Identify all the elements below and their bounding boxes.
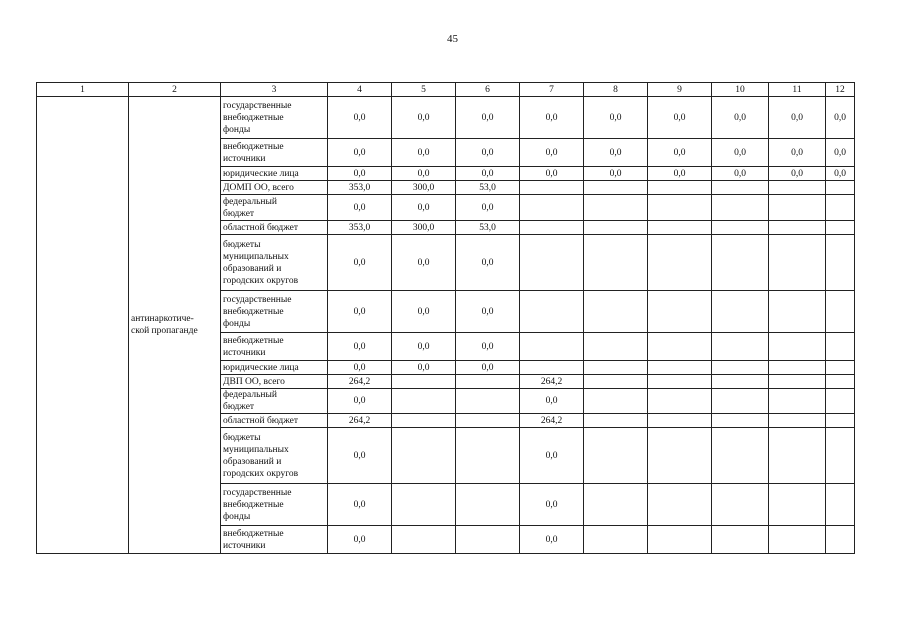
value-cell-col-5: 300,0: [392, 221, 456, 235]
value-cell-col-5: 0,0: [392, 361, 456, 375]
value-cell-col-8: [584, 361, 648, 375]
value-cell-col-11: [769, 389, 826, 414]
value-cell-col-11: [769, 333, 826, 361]
value-cell-col-10: [712, 414, 769, 428]
value-cell-col-4: 0,0: [328, 428, 392, 484]
value-cell-col-9: [648, 428, 712, 484]
funding-source-label: государственные внебюджетные фонды: [221, 291, 328, 333]
value-cell-col-5: 0,0: [392, 97, 456, 139]
funding-source-label: государственные внебюджетные фонды: [221, 97, 328, 139]
value-cell-col-8: [584, 333, 648, 361]
value-cell-col-10: [712, 428, 769, 484]
funding-source-label: ДВП ОО, всего: [221, 375, 328, 389]
value-cell-col-7: 0,0: [520, 97, 584, 139]
value-cell-col-4: 0,0: [328, 97, 392, 139]
value-cell-col-4: 353,0: [328, 181, 392, 195]
value-cell-col-7: 0,0: [520, 167, 584, 181]
funding-source-label: внебюджетные источники: [221, 333, 328, 361]
value-cell-col-12: 0,0: [826, 167, 855, 181]
column-header-3: 3: [221, 83, 328, 97]
funding-source-label: ДОМП ОО, всего: [221, 181, 328, 195]
value-cell-col-5: [392, 375, 456, 389]
value-cell-col-8: [584, 389, 648, 414]
value-cell-col-11: 0,0: [769, 139, 826, 167]
value-cell-col-9: 0,0: [648, 167, 712, 181]
value-cell-col-7: 0,0: [520, 526, 584, 554]
value-cell-col-4: 0,0: [328, 484, 392, 526]
budget-table: [36, 82, 855, 554]
column-header-2: 2: [129, 83, 221, 97]
value-cell-col-6: 0,0: [456, 167, 520, 181]
value-cell-col-7: [520, 333, 584, 361]
value-cell-col-8: [584, 526, 648, 554]
column-header-12: 12: [826, 83, 855, 97]
value-cell-col-9: [648, 484, 712, 526]
value-cell-col-12: [826, 181, 855, 195]
row-number-cell: [37, 97, 129, 554]
funding-source-label: внебюджетные источники: [221, 526, 328, 554]
value-cell-col-12: [826, 414, 855, 428]
value-cell-col-4: 0,0: [328, 139, 392, 167]
value-cell-col-11: [769, 375, 826, 389]
value-cell-col-7: [520, 221, 584, 235]
value-cell-col-11: [769, 221, 826, 235]
value-cell-col-8: [584, 375, 648, 389]
value-cell-col-4: 0,0: [328, 291, 392, 333]
column-header-10: 10: [712, 83, 769, 97]
value-cell-col-7: 0,0: [520, 389, 584, 414]
value-cell-col-7: 0,0: [520, 428, 584, 484]
column-header-5: 5: [392, 83, 456, 97]
value-cell-col-12: [826, 361, 855, 375]
funding-source-label: федеральный бюджет: [221, 195, 328, 221]
value-cell-col-10: [712, 361, 769, 375]
funding-source-label: областной бюджет: [221, 414, 328, 428]
value-cell-col-7: [520, 181, 584, 195]
value-cell-col-6: [456, 414, 520, 428]
value-cell-col-9: 0,0: [648, 97, 712, 139]
value-cell-col-9: [648, 526, 712, 554]
value-cell-col-12: [826, 195, 855, 221]
value-cell-col-10: [712, 195, 769, 221]
value-cell-col-10: [712, 389, 769, 414]
value-cell-col-7: [520, 235, 584, 291]
value-cell-col-10: [712, 291, 769, 333]
value-cell-col-11: [769, 195, 826, 221]
value-cell-col-10: 0,0: [712, 139, 769, 167]
value-cell-col-7: [520, 291, 584, 333]
value-cell-col-7: 0,0: [520, 484, 584, 526]
value-cell-col-6: 0,0: [456, 97, 520, 139]
value-cell-col-5: 0,0: [392, 333, 456, 361]
value-cell-col-6: 0,0: [456, 333, 520, 361]
value-cell-col-11: [769, 235, 826, 291]
value-cell-col-6: [456, 484, 520, 526]
column-header-8: 8: [584, 83, 648, 97]
value-cell-col-10: [712, 221, 769, 235]
value-cell-col-10: [712, 484, 769, 526]
column-header-6: 6: [456, 83, 520, 97]
value-cell-col-9: 0,0: [648, 139, 712, 167]
value-cell-col-11: 0,0: [769, 97, 826, 139]
value-cell-col-4: 0,0: [328, 389, 392, 414]
value-cell-col-6: 53,0: [456, 181, 520, 195]
value-cell-col-12: [826, 484, 855, 526]
value-cell-col-11: [769, 414, 826, 428]
value-cell-col-7: 0,0: [520, 139, 584, 167]
value-cell-col-9: [648, 291, 712, 333]
value-cell-col-5: 0,0: [392, 291, 456, 333]
value-cell-col-6: [456, 428, 520, 484]
value-cell-col-8: 0,0: [584, 97, 648, 139]
value-cell-col-5: 0,0: [392, 235, 456, 291]
funding-source-label: внебюджетные источники: [221, 139, 328, 167]
value-cell-col-8: [584, 235, 648, 291]
value-cell-col-10: [712, 235, 769, 291]
value-cell-col-4: 0,0: [328, 167, 392, 181]
value-cell-col-6: [456, 526, 520, 554]
value-cell-col-6: 0,0: [456, 361, 520, 375]
funding-source-label: областной бюджет: [221, 221, 328, 235]
value-cell-col-8: [584, 291, 648, 333]
value-cell-col-7: 264,2: [520, 414, 584, 428]
value-cell-col-4: 0,0: [328, 235, 392, 291]
value-cell-col-8: [584, 221, 648, 235]
column-header-1: 1: [37, 83, 129, 97]
value-cell-col-6: 0,0: [456, 291, 520, 333]
value-cell-col-11: [769, 361, 826, 375]
funding-source-label: федеральный бюджет: [221, 389, 328, 414]
value-cell-col-5: [392, 389, 456, 414]
value-cell-col-12: [826, 333, 855, 361]
value-cell-col-12: 0,0: [826, 97, 855, 139]
funding-source-label: юридические лица: [221, 361, 328, 375]
value-cell-col-6: 0,0: [456, 195, 520, 221]
column-header-11: 11: [769, 83, 826, 97]
value-cell-col-10: [712, 375, 769, 389]
value-cell-col-11: [769, 526, 826, 554]
value-cell-col-4: 0,0: [328, 195, 392, 221]
value-cell-col-4: 353,0: [328, 221, 392, 235]
page-number: 45: [447, 33, 458, 45]
value-cell-col-8: [584, 428, 648, 484]
value-cell-col-5: 300,0: [392, 181, 456, 195]
value-cell-col-11: 0,0: [769, 167, 826, 181]
value-cell-col-8: 0,0: [584, 139, 648, 167]
value-cell-col-4: 264,2: [328, 414, 392, 428]
value-cell-col-11: [769, 484, 826, 526]
value-cell-col-10: [712, 526, 769, 554]
value-cell-col-12: [826, 428, 855, 484]
value-cell-col-6: [456, 375, 520, 389]
value-cell-col-7: 264,2: [520, 375, 584, 389]
value-cell-col-9: [648, 361, 712, 375]
value-cell-col-5: [392, 428, 456, 484]
value-cell-col-6: [456, 389, 520, 414]
value-cell-col-9: [648, 333, 712, 361]
value-cell-col-5: [392, 526, 456, 554]
value-cell-col-8: [584, 414, 648, 428]
table-body: [37, 97, 855, 554]
value-cell-col-12: [826, 526, 855, 554]
value-cell-col-9: [648, 221, 712, 235]
value-cell-col-12: [826, 235, 855, 291]
value-cell-col-12: 0,0: [826, 139, 855, 167]
funding-source-label: государственные внебюджетные фонды: [221, 484, 328, 526]
value-cell-col-5: [392, 414, 456, 428]
column-header-7: 7: [520, 83, 584, 97]
value-cell-col-9: [648, 195, 712, 221]
value-cell-col-11: [769, 181, 826, 195]
value-cell-col-7: [520, 361, 584, 375]
value-cell-col-10: 0,0: [712, 167, 769, 181]
value-cell-col-9: [648, 235, 712, 291]
funding-source-label: юридические лица: [221, 167, 328, 181]
program-label-cell: антинаркотиче- ской пропаганде: [129, 97, 221, 554]
header-row: [37, 83, 855, 97]
table-row: [37, 97, 855, 139]
value-cell-col-12: [826, 291, 855, 333]
value-cell-col-10: [712, 333, 769, 361]
column-header-9: 9: [648, 83, 712, 97]
column-header-4: 4: [328, 83, 392, 97]
value-cell-col-4: 264,2: [328, 375, 392, 389]
value-cell-col-6: 0,0: [456, 139, 520, 167]
value-cell-col-12: [826, 221, 855, 235]
value-cell-col-9: [648, 414, 712, 428]
value-cell-col-12: [826, 375, 855, 389]
value-cell-col-9: [648, 375, 712, 389]
value-cell-col-7: [520, 195, 584, 221]
funding-source-label: бюджеты муниципальных образований и городских округов: [221, 428, 328, 484]
value-cell-col-9: [648, 181, 712, 195]
value-cell-col-5: 0,0: [392, 139, 456, 167]
value-cell-col-4: 0,0: [328, 526, 392, 554]
value-cell-col-8: [584, 195, 648, 221]
value-cell-col-5: [392, 484, 456, 526]
value-cell-col-9: [648, 389, 712, 414]
value-cell-col-6: 0,0: [456, 235, 520, 291]
value-cell-col-8: [584, 484, 648, 526]
value-cell-col-8: [584, 181, 648, 195]
value-cell-col-5: 0,0: [392, 167, 456, 181]
value-cell-col-12: [826, 389, 855, 414]
value-cell-col-11: [769, 428, 826, 484]
value-cell-col-4: 0,0: [328, 361, 392, 375]
value-cell-col-10: [712, 181, 769, 195]
value-cell-col-4: 0,0: [328, 333, 392, 361]
value-cell-col-8: 0,0: [584, 167, 648, 181]
value-cell-col-11: [769, 291, 826, 333]
funding-source-label: бюджеты муниципальных образований и городских округов: [221, 235, 328, 291]
value-cell-col-10: 0,0: [712, 97, 769, 139]
value-cell-col-5: 0,0: [392, 195, 456, 221]
value-cell-col-6: 53,0: [456, 221, 520, 235]
